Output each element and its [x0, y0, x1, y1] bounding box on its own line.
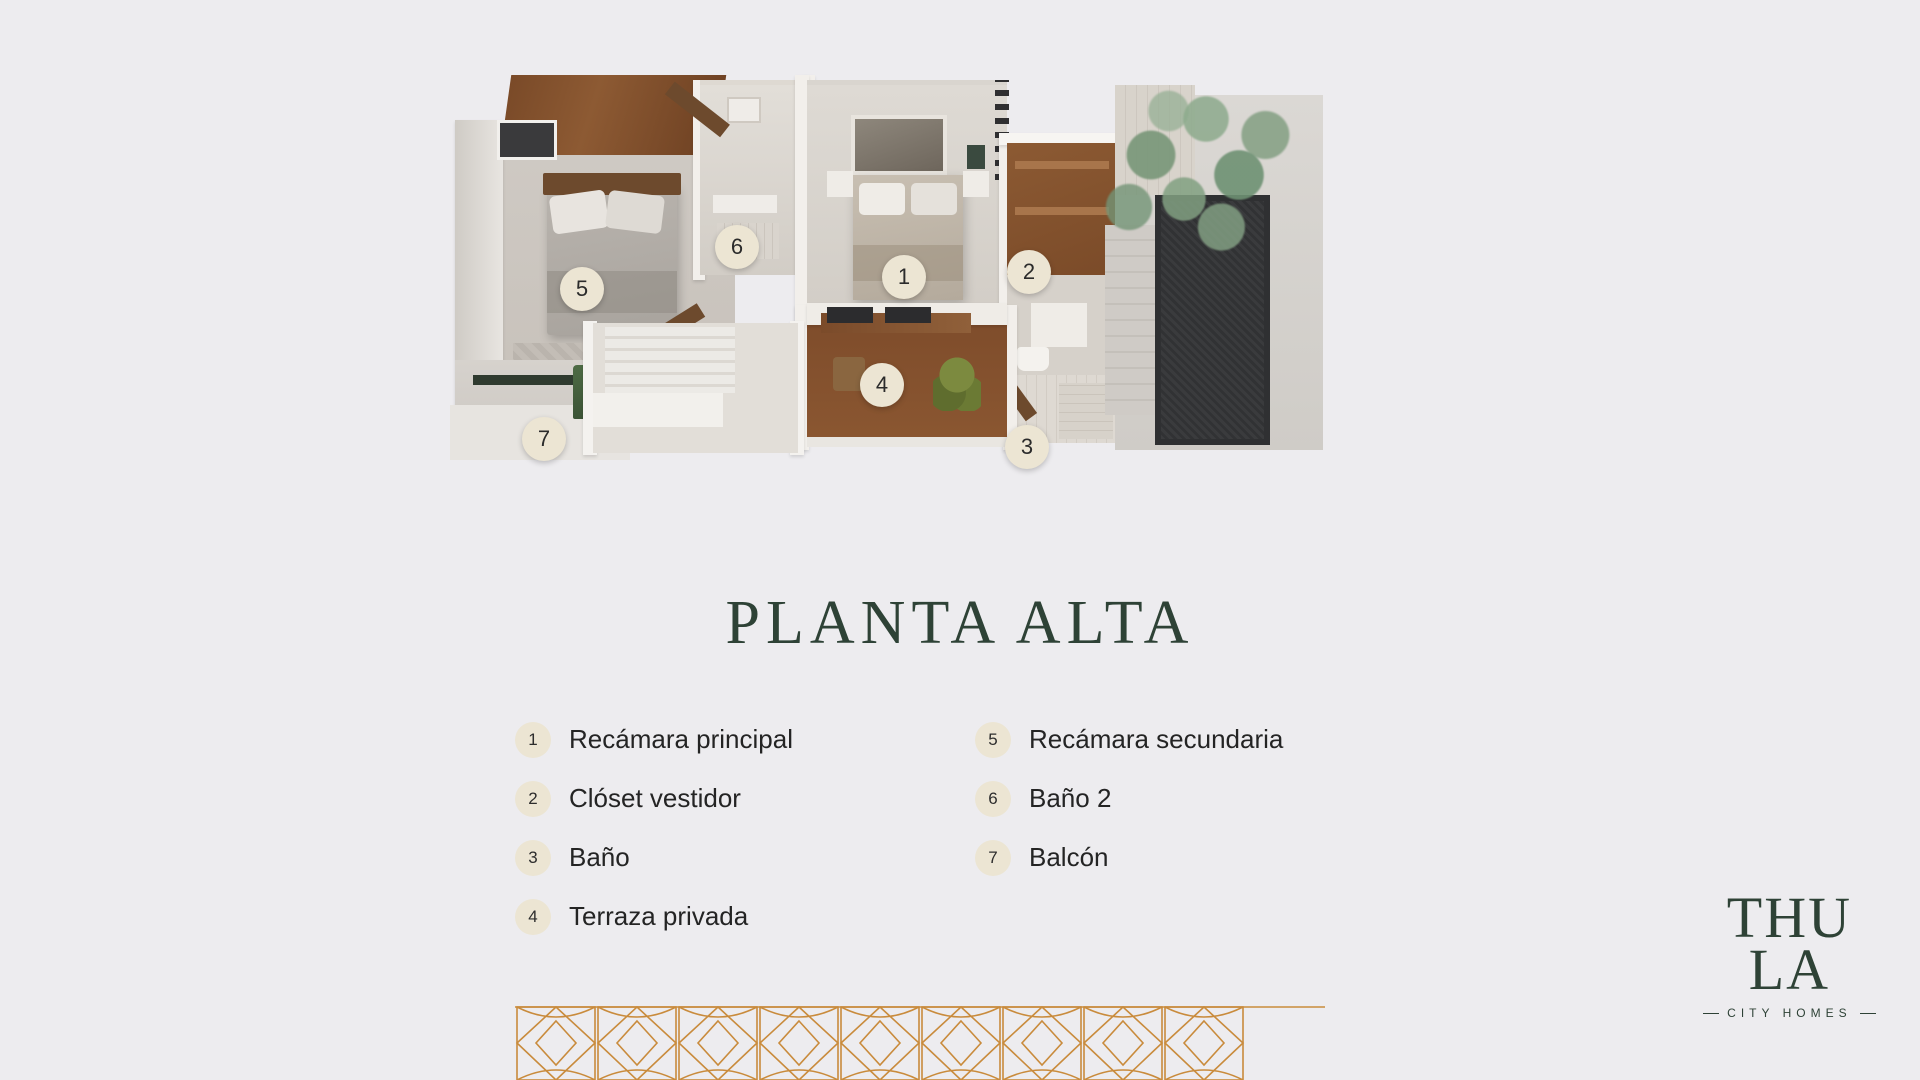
balcony-railing [473, 375, 588, 385]
legend-number: 7 [975, 840, 1011, 876]
terrace-grate [885, 307, 931, 323]
legend-number: 5 [975, 722, 1011, 758]
decorative-ornament-border [515, 1005, 1325, 1080]
legend-label: Clóset vestidor [569, 783, 741, 813]
pillow [911, 183, 957, 215]
tree-canopy [1085, 75, 1305, 275]
legend-label: Balcón [1029, 842, 1109, 872]
plan-marker-3[interactable] [1005, 425, 1049, 469]
legend-number: 3 [515, 840, 551, 876]
terrace-railing [807, 437, 1012, 447]
plan-marker-2[interactable] [1007, 250, 1051, 294]
floorplan-render [455, 75, 1530, 550]
logo-line-1: THU [1726, 885, 1852, 950]
marker-label: 4 [875, 372, 889, 397]
plan-marker-7[interactable] [522, 417, 566, 461]
legend-label: Baño 2 [1029, 783, 1112, 813]
brand-logo [1726, 885, 1852, 1020]
page-title: PLANTA ALTA [725, 589, 1195, 657]
legend-number: 4 [515, 899, 551, 935]
legend-column-right [975, 710, 1283, 946]
marker-label: 5 [575, 276, 589, 301]
legend-item-1 [515, 710, 915, 769]
legend-label: Recámara secundaria [1029, 724, 1284, 754]
legend-item-6 [975, 769, 1283, 828]
logo-tagline: CITY HOMES [1727, 1006, 1852, 1020]
stair-landing [593, 393, 723, 427]
legend-label: Recámara principal [569, 724, 793, 754]
legend-number: 2 [515, 781, 551, 817]
marker-label: 3 [1020, 434, 1034, 459]
bath2-mirror [727, 97, 761, 123]
nightstand-right [963, 171, 989, 197]
legend-label: Baño [569, 842, 630, 872]
marker-label: 6 [730, 234, 744, 259]
legend-number: 6 [975, 781, 1011, 817]
logo-line-2: LA [1748, 937, 1831, 1002]
plan-marker-1[interactable] [882, 255, 926, 299]
closet-bench [1031, 303, 1087, 347]
legend-item-5 [975, 710, 1283, 769]
terrace-plant [933, 351, 981, 411]
legend-item-4 [515, 887, 915, 946]
window-left [497, 120, 557, 160]
ornament-svg [515, 1005, 1325, 1080]
legend-label: Terraza privada [569, 901, 749, 931]
terrace-grate [827, 307, 873, 323]
legend-item-2 [515, 769, 915, 828]
pillow [549, 189, 610, 234]
nightstand-left [827, 171, 853, 197]
legend [515, 710, 1415, 946]
plan-marker-5[interactable] [560, 267, 604, 311]
pillow [859, 183, 905, 215]
stair-steps [605, 327, 735, 393]
lamp [967, 145, 985, 169]
marker-label: 1 [897, 264, 911, 289]
bath2-vanity [713, 195, 777, 213]
legend-item-3 [515, 828, 915, 887]
legend-item-7 [975, 828, 1283, 887]
toilet [1017, 347, 1049, 371]
pillow [605, 190, 665, 235]
plan-marker-4[interactable] [860, 363, 904, 407]
legend-column-left [515, 710, 915, 946]
plan-marker-6[interactable] [715, 225, 759, 269]
legend-number: 1 [515, 722, 551, 758]
wall-art [851, 115, 947, 175]
marker-label: 7 [537, 426, 551, 451]
marker-label: 2 [1022, 259, 1036, 284]
